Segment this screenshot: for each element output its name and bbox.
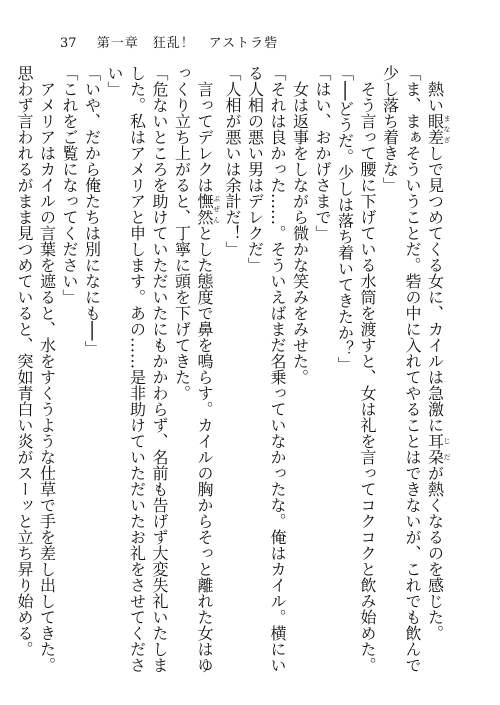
paragraph-9: 言ってデレクは憮然ぶぜんとした態度で鼻を鳴らす。カイルの胸からそっと離れた女はゆっくり立ち上がると、丁寧に頭を下げてきた。 (172, 65, 221, 673)
paragraph-10: 「危ないところを助けていただいたにもかかわらず、名前も告げず大変失礼いたしました。私はアメリアと申します。あの……是非助けていただいたお礼をさせてください」 (105, 65, 169, 673)
ruby-buzen: 憮然ぶぜん (195, 193, 221, 225)
paragraph-4: 「──どうだ。少しは落ち着いてきたか？」 (335, 65, 355, 373)
paragraph-13: アメリアはカイルの言葉を遮ると、水をすくうような仕草で手を差し出してきた。思わず言われるがまま見つめていると、突如青白い炎がスーッと立ち昇り始める。 (15, 65, 57, 673)
paragraph-7: 「それは良かった……。そういえばまだ名乗っていなかったな。俺はカイル。横にいる人相の悪い男はデレクだ」 (245, 65, 287, 673)
vertical-body-text (15, 65, 451, 680)
page-number: 37 (60, 36, 77, 51)
ruby-manazashi: 眼差まなざ (425, 113, 451, 145)
paragraph-8: 「人相が悪いは余計だ！」 (223, 65, 242, 257)
paragraph-5: 「はい、おかげさまで」 (313, 65, 332, 241)
chapter-title: 第一章 狂乱！ アストラ砦 (96, 36, 279, 51)
paragraph-6: 女は返事をしながら微かな笑みをみせた。 (290, 81, 310, 385)
paragraph-1: 熱い眼差まなざしで見つめてくる女に、カイルは急激に耳朶じだが熱くなるのを感じた。 (425, 81, 451, 641)
paragraph-2: 「ま、まぁそういうことだ。砦の中に入れてやることはできないが、これでも飲んで少し落ち着きな」 (380, 65, 422, 673)
ruby-jida: 耳朶じだ (425, 433, 451, 465)
paragraph-3: そう言って腰に下げている水筒を渡すと、女は礼を言ってコクコクと飲み始めた。 (358, 81, 377, 673)
paragraph-12: 「これをご覧になってください」 (60, 65, 79, 305)
running-header (60, 34, 380, 54)
paragraph-11: 「いや、だから俺たちは別になにも──」 (82, 65, 102, 357)
